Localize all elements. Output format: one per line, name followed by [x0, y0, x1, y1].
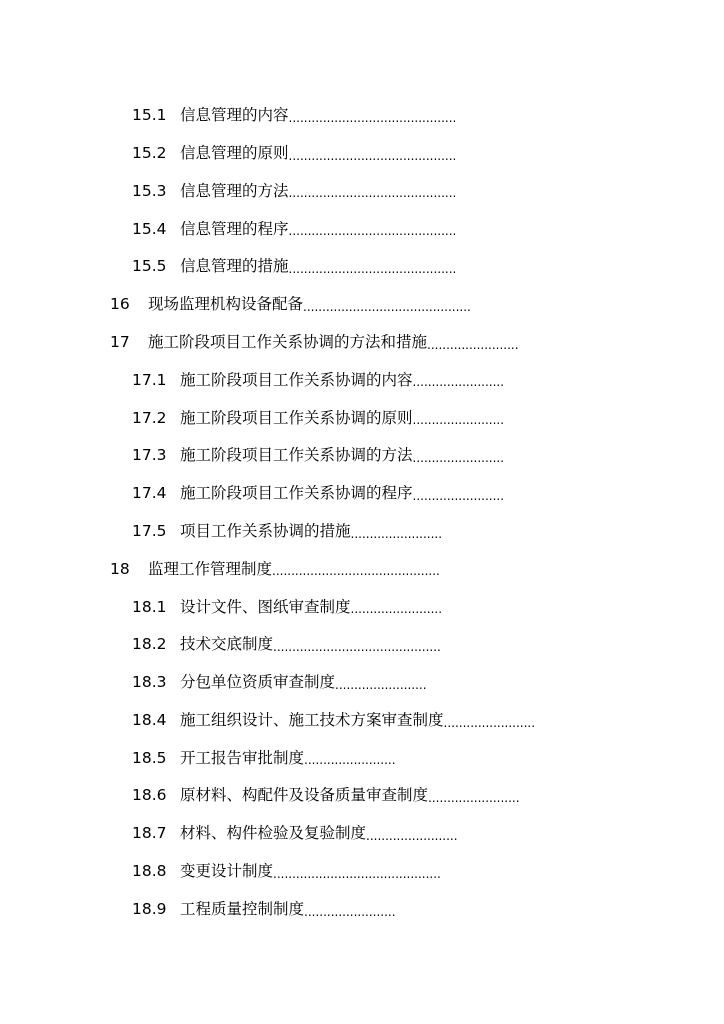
toc-entry-number: 18.8 [132, 862, 167, 881]
toc-entry-title: 项目工作关系协调的措施 [180, 521, 351, 540]
toc-section-entry [0, 173, 724, 211]
toc-section-entry [0, 853, 724, 891]
toc-section-entry [0, 97, 724, 135]
toc-entry-number: 17.4 [132, 484, 167, 503]
toc-section-entry [0, 777, 724, 815]
toc-chapter-entry [0, 324, 724, 362]
toc-entry-number: 18.5 [132, 748, 167, 767]
toc-dot-leader: ........................ [304, 904, 396, 919]
toc-dot-leader: ........................ [350, 526, 443, 541]
toc-dot-leader: ............................................ [288, 110, 457, 125]
toc-section-entry [0, 248, 724, 286]
toc-entry-title: 信息管理的方法 [180, 181, 289, 200]
toc-entry-title: 原材料、构配件及设备质量审查制度 [180, 786, 429, 805]
toc-entry-number: 17.5 [132, 521, 167, 540]
toc-dot-leader: ........................ [443, 715, 536, 730]
toc-section-entry [0, 135, 724, 173]
toc-chapter-entry [0, 551, 724, 589]
toc-entry-number: 17.2 [132, 408, 167, 427]
toc-entry-title: 信息管理的措施 [180, 257, 289, 276]
toc-section-entry [0, 210, 724, 248]
toc-section-entry [0, 475, 724, 513]
toc-dot-leader: ........................ [427, 337, 519, 352]
toc-entry-title: 工程质量控制制度 [180, 899, 305, 918]
toc-entry-number: 18.1 [132, 597, 167, 616]
toc-dot-leader: ............................................ [288, 186, 457, 201]
toc-dot-leader: ........................ [412, 413, 505, 428]
toc-entry-number: 17.1 [132, 370, 167, 389]
toc-entry-title: 信息管理的原则 [180, 143, 289, 162]
toc-entry-title: 监理工作管理制度 [148, 559, 273, 578]
toc-dot-leader: ........................ [350, 602, 443, 617]
toc-section-entry [0, 626, 724, 664]
toc-entry-title: 施工阶段项目工作关系协调的原则 [180, 408, 413, 427]
toc-entry-number: 15.5 [132, 257, 167, 276]
toc-section-entry [0, 702, 724, 740]
toc-entry-number: 18.6 [132, 786, 167, 805]
toc-entry-title: 信息管理的内容 [180, 106, 289, 125]
toc-dot-leader: ........................ [412, 451, 505, 466]
toc-dot-leader: ........................ [428, 791, 520, 806]
toc-section-entry [0, 664, 724, 702]
toc-entry-title: 施工阶段项目工作关系协调的内容 [180, 370, 413, 389]
toc-entry-title: 施工阶段项目工作关系协调的方法和措施 [148, 332, 428, 351]
toc-entry-title: 分包单位资质审查制度 [180, 673, 336, 692]
toc-entry-title: 现场监理机构设备配备 [148, 295, 304, 314]
toc-dot-leader: ............................................ [273, 640, 441, 655]
toc-entry-title: 材料、构件检验及复验制度 [180, 824, 367, 843]
toc-entry-title: 信息管理的程序 [180, 219, 289, 238]
toc-entry-title: 技术交底制度 [180, 635, 274, 654]
toc-entry-title: 施工阶段项目工作关系协调的程序 [180, 484, 413, 503]
toc-entry-number: 18.4 [132, 710, 167, 729]
toc-entry-title: 开工报告审批制度 [180, 748, 305, 767]
toc-dot-leader: ........................ [412, 488, 505, 503]
toc-entry-title: 变更设计制度 [180, 862, 274, 881]
table-of-contents [0, 97, 724, 929]
toc-entry-number: 15.4 [132, 219, 167, 238]
toc-dot-leader: ............................................ [288, 262, 457, 277]
toc-dot-leader: ........................ [366, 829, 458, 844]
toc-section-entry [0, 513, 724, 551]
toc-section-entry [0, 588, 724, 626]
toc-entry-title: 施工组织设计、施工技术方案审查制度 [180, 710, 444, 729]
toc-dot-leader: ............................................ [288, 224, 457, 239]
toc-dot-leader: ............................................ [288, 148, 457, 163]
toc-entry-number: 15.1 [132, 106, 167, 125]
toc-entry-number: 17.3 [132, 446, 167, 465]
toc-entry-number: 18.9 [132, 899, 167, 918]
toc-dot-leader: ............................................ [272, 564, 440, 579]
toc-section-entry [0, 399, 724, 437]
toc-entry-number: 17 [110, 332, 130, 351]
toc-dot-leader: ............................................ [273, 866, 441, 881]
toc-dot-leader: ........................ [335, 677, 427, 692]
toc-entry-number: 18.2 [132, 635, 167, 654]
toc-section-entry [0, 362, 724, 400]
toc-entry-title: 设计文件、图纸审查制度 [180, 597, 351, 616]
toc-dot-leader: ............................................ [303, 299, 471, 314]
toc-entry-number: 16 [110, 295, 130, 314]
toc-section-entry [0, 891, 724, 929]
toc-dot-leader: ........................ [304, 753, 396, 768]
toc-entry-number: 18.3 [132, 673, 167, 692]
toc-chapter-entry [0, 286, 724, 324]
toc-entry-number: 18.7 [132, 824, 167, 843]
toc-entry-title: 施工阶段项目工作关系协调的方法 [180, 446, 413, 465]
toc-dot-leader: ........................ [412, 375, 505, 390]
toc-entry-number: 18 [110, 559, 130, 578]
toc-section-entry [0, 740, 724, 778]
toc-section-entry [0, 437, 724, 475]
toc-section-entry [0, 815, 724, 853]
toc-entry-number: 15.2 [132, 143, 167, 162]
toc-entry-number: 15.3 [132, 181, 167, 200]
